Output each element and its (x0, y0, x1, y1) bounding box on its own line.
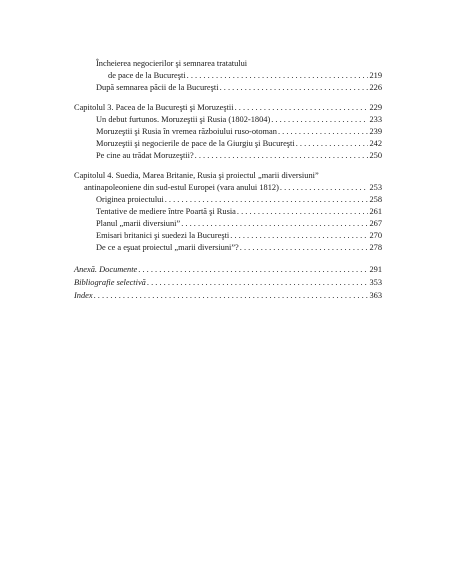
toc-entry-page: 233 (369, 115, 382, 124)
toc-bibliography (74, 277, 382, 288)
toc-entry-page: 242 (369, 139, 382, 148)
dot-leader (230, 230, 368, 241)
dot-leader (195, 150, 369, 161)
toc-entry-title: de pace de la Bucureşti (108, 71, 186, 80)
toc-entry-title: Anexă. Documente (74, 265, 138, 274)
toc-entry-title: Bibliografie selectivă (74, 278, 146, 287)
toc-entry-title: Emisari britanici şi suedezi la Bucureşti (96, 231, 230, 240)
toc-entry-title: Un debut furtunos. Moruzeştii şi Rusia (1802-1804) (96, 115, 271, 124)
toc-entry (108, 70, 382, 81)
toc-entry (96, 150, 382, 161)
toc-entry-title: antinapoleoniene din sud-estul Europei (vara anului 1812) (84, 183, 279, 192)
toc-entry-title: Capitolul 3. Pacea de la Bucureşti şi Moruzeştii (74, 103, 234, 112)
dot-leader (296, 138, 369, 149)
toc-entry-line (96, 58, 247, 69)
dot-leader (280, 182, 369, 193)
toc-chapter-heading (84, 182, 382, 193)
toc-index (74, 290, 382, 301)
toc-entry-page: 239 (369, 127, 382, 136)
toc-entry-title: De ce a eşuat proiectul „marii diversiuni”? (96, 243, 239, 252)
toc-entry (96, 138, 382, 149)
toc-entry-text: Încheierea negocierilor şi semnarea tratatului (96, 59, 248, 68)
dot-leader (147, 277, 369, 288)
toc-entry-page: 229 (369, 103, 382, 112)
toc-entry (96, 230, 382, 241)
toc-entry (96, 242, 382, 253)
toc-entry (96, 82, 382, 93)
toc-entry-page: 267 (369, 219, 382, 228)
toc-entry-page: 270 (369, 231, 382, 240)
toc-entry (96, 194, 382, 205)
toc-entry (96, 114, 382, 125)
toc-entry-title: Moruzeştii şi negocierile de pace de la Giurgiu şi Bucureşti (96, 139, 295, 148)
dot-leader (271, 114, 368, 125)
toc-entry-page: 353 (369, 278, 382, 287)
dot-leader (237, 206, 369, 217)
dot-leader (94, 290, 369, 301)
toc-entry-page: 278 (369, 243, 382, 252)
toc-entry-title: Originea proiectului (96, 195, 164, 204)
dot-leader (278, 126, 368, 137)
dot-leader (165, 194, 369, 205)
dot-leader (240, 242, 369, 253)
toc-entry-text: Capitolul 4. Suedia, Marea Britanie, Rusia şi proiectul „marii diversiuni” (74, 171, 319, 180)
toc-entry (96, 206, 382, 217)
dot-leader (235, 102, 369, 113)
toc-entry-title: Planul „marii diversiuni” (96, 219, 181, 228)
toc-entry-page: 291 (369, 265, 382, 274)
toc-entry-title: După semnarea păcii de la Bucureşti (96, 83, 219, 92)
toc-appendix (74, 264, 382, 275)
toc-entry-page: 226 (369, 83, 382, 92)
toc-entry-page: 219 (369, 71, 382, 80)
toc-entry (96, 126, 382, 137)
toc-entry-page: 363 (369, 291, 382, 300)
toc-entry-title: Moruzeştii şi Rusia în vremea războiului ruso-otoman (96, 127, 277, 136)
toc-entry-title: Index (74, 291, 93, 300)
dot-leader (181, 218, 368, 229)
toc-entry (96, 218, 382, 229)
dot-leader (220, 82, 369, 93)
toc-chapter-heading (74, 102, 382, 113)
toc-entry-title: Tentative de mediere între Poartă şi Rusia (96, 207, 236, 216)
dot-leader (187, 70, 369, 81)
toc-chapter-heading-line (74, 170, 319, 181)
toc-entry-title: Pe cine au trădat Moruzeştii? (96, 151, 194, 160)
toc-entry-page: 253 (369, 183, 382, 192)
toc-entry-page: 250 (369, 151, 382, 160)
toc-entry-page: 261 (369, 207, 382, 216)
toc-entry-page: 258 (369, 195, 382, 204)
dot-leader (138, 264, 368, 275)
